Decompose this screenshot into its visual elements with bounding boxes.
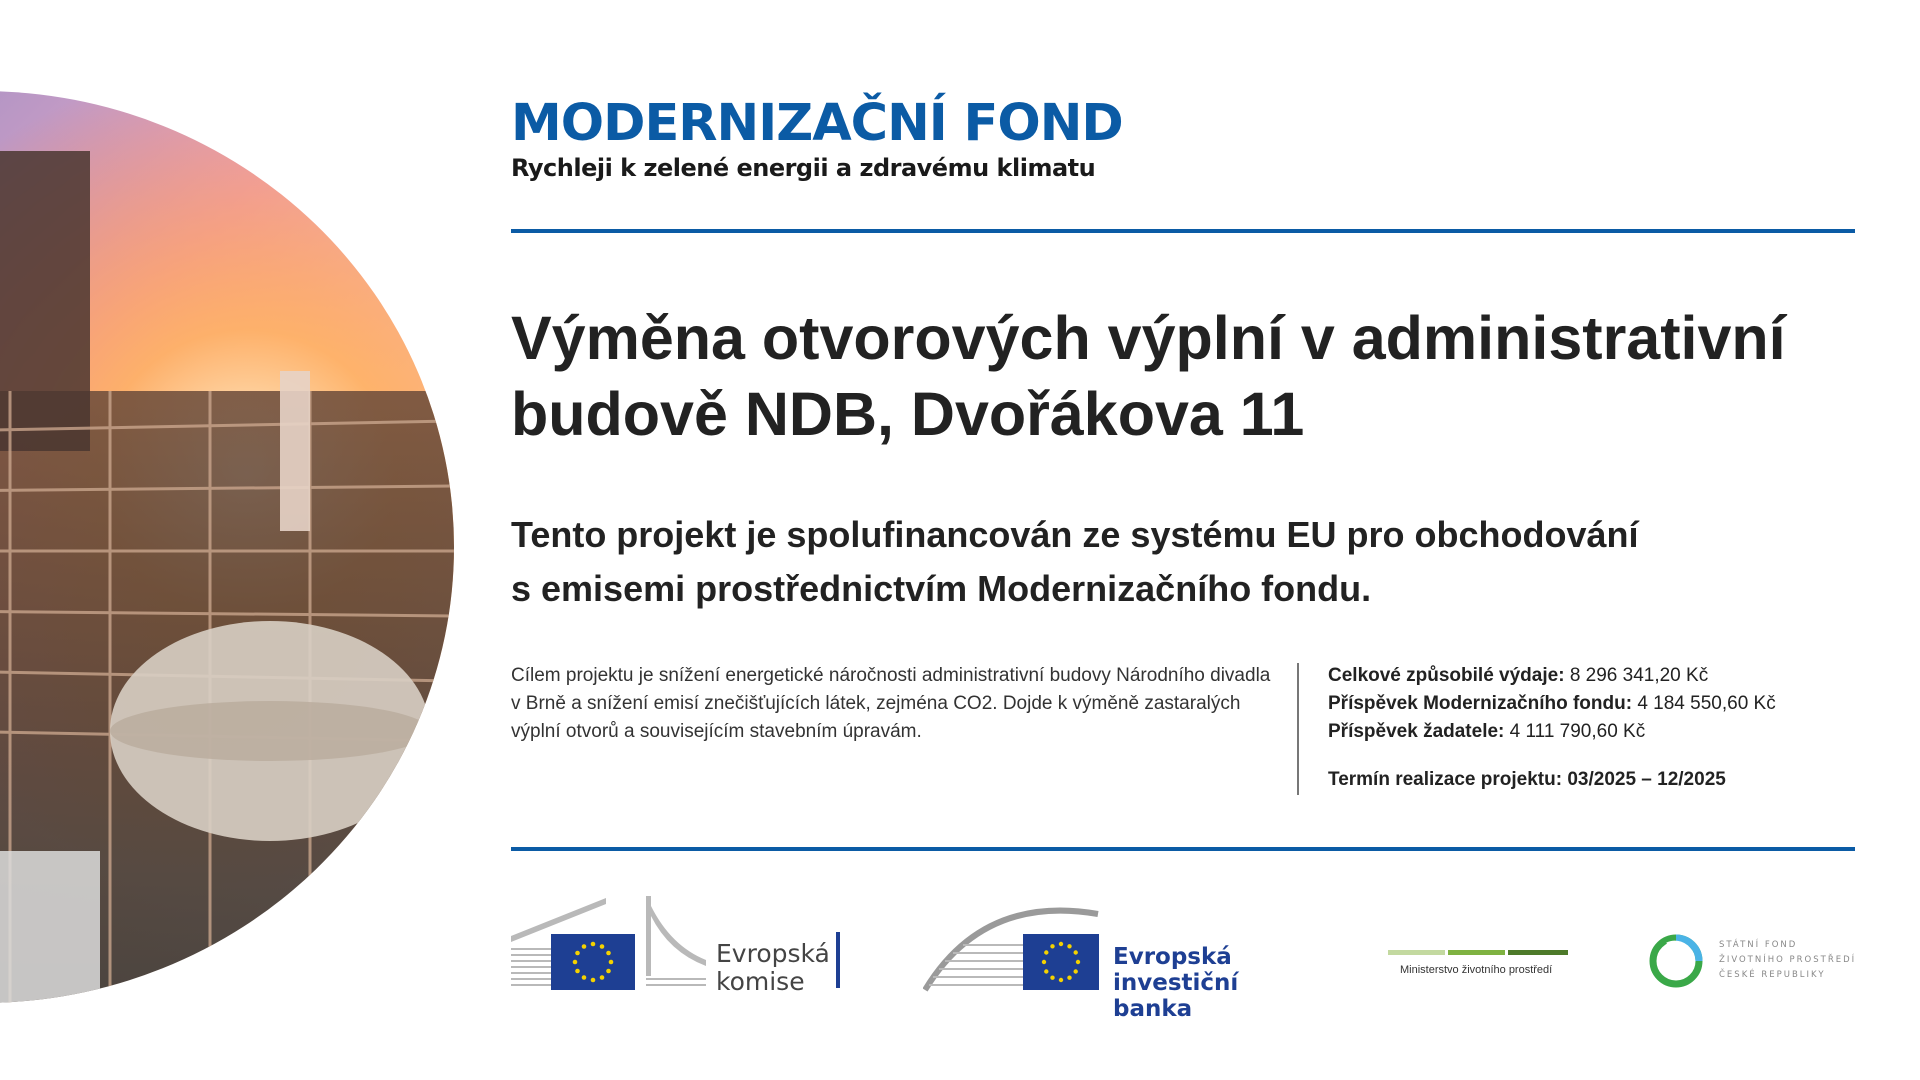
industrial-photo-graphic (0, 91, 454, 1003)
project-description: Cílem projektu je snížení energetické náročnosti administrativní budovy Národního divadla v Brně a snížení emisí znečišťujících látek, zejména CO2. Dojde k výměně zastaralých výplní otvorů a souvisejícím stavebním úpravám. (511, 665, 1271, 742)
project-term-value: 03/2025 – 12/2025 (1567, 769, 1726, 790)
brand-tagline: Rychleji k zelené energii a zdravému klimatu (511, 154, 1096, 182)
ministry-color-bar (1388, 950, 1568, 956)
project-term-label: Termín realizace projektu: (1328, 769, 1563, 790)
project-facts (1328, 662, 1868, 794)
funding-statement-line-2: s emisemi prostřednictvím Modernizačního fondu. (511, 568, 1372, 609)
sfzp-ring-icon (1647, 932, 1705, 990)
ec-logo-line-1: Evropská (716, 939, 830, 968)
project-title-line-1: Výměna otvorových výplní v administrativní (511, 304, 1786, 372)
vertical-divider (1297, 663, 1299, 795)
sfzp-logo (1647, 932, 1861, 994)
fund-contribution-label: Příspěvek Modernizačního fondu: (1328, 693, 1633, 714)
eib-logo-line-1: Evropská (1113, 944, 1232, 970)
total-expenses-value: 8 296 341,20 Kč (1569, 665, 1709, 686)
sfzp-line-3: ČESKÉ REPUBLIKY (1719, 970, 1826, 980)
ec-logo-line-2: komise (716, 967, 805, 996)
applicant-contribution-label: Příspěvek žadatele: (1328, 721, 1505, 742)
funding-statement-line-1: Tento projekt je spolufinancován ze systému EU pro obchodování (511, 514, 1639, 555)
sfzp-line-1: STÁTNÍ FOND (1719, 940, 1798, 950)
eib-logo (923, 900, 1323, 1022)
fund-contribution-row (1328, 690, 1868, 718)
bottom-divider (511, 847, 1855, 851)
total-expenses-row (1328, 662, 1868, 690)
fund-contribution-value: 4 184 550,60 Kč (1637, 693, 1776, 714)
eib-logo-line-2: investiční banka (1113, 970, 1239, 1022)
project-title (511, 300, 1871, 452)
industrial-photo (0, 91, 454, 1003)
top-divider (511, 229, 1855, 233)
funding-statement (511, 508, 1871, 616)
project-title-line-2: budově NDB, Dvořákova 11 (511, 380, 1305, 448)
sfzp-line-2: ŽIVOTNÍHO PROSTŘEDÍ (1719, 955, 1857, 965)
total-expenses-label: Celkové způsobilé výdaje: (1328, 665, 1565, 686)
applicant-contribution-value: 4 111 790,60 Kč (1509, 721, 1646, 742)
ministry-name: Ministerstvo životního prostředí (1400, 964, 1553, 976)
ministry-logo (1388, 950, 1568, 980)
header (511, 96, 1123, 182)
brand-title: MODERNIZAČNÍ FOND (511, 94, 1123, 153)
project-term-row (1328, 766, 1868, 794)
european-commission-logo (511, 896, 856, 996)
partner-logos (511, 890, 1861, 1022)
applicant-contribution-row (1328, 718, 1868, 746)
